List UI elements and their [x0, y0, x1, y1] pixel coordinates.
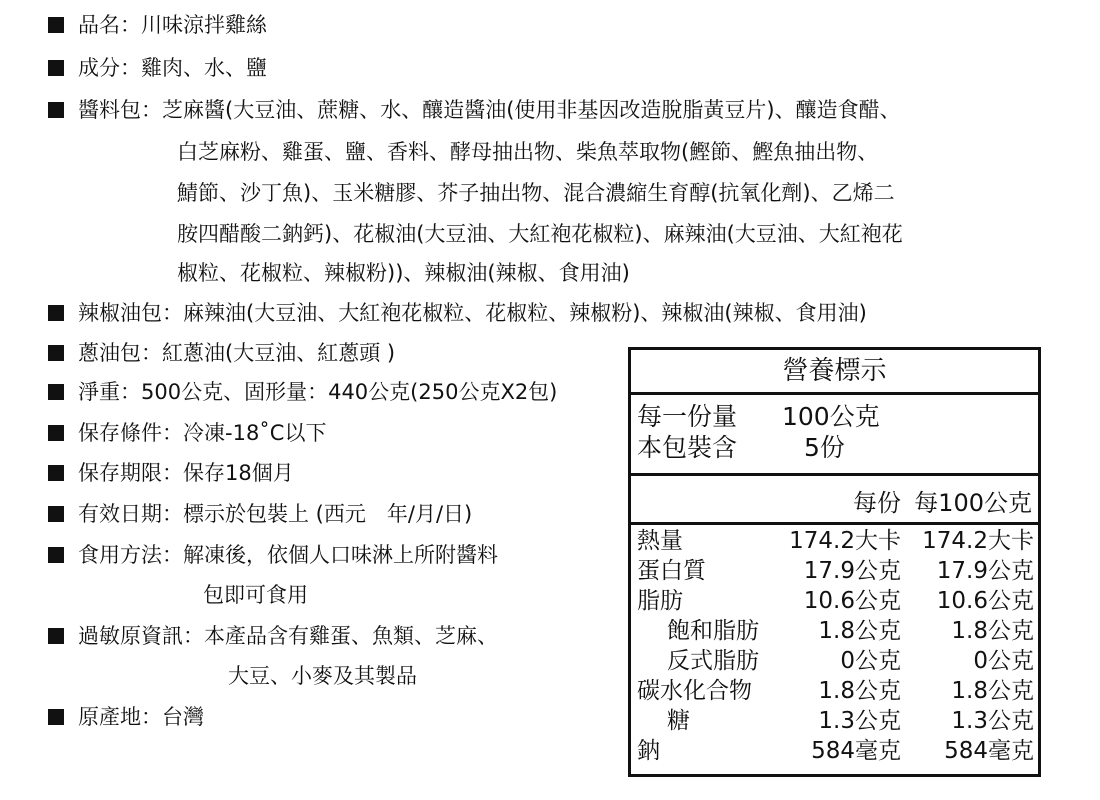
nutrient-per-100g: 1.8公克 — [951, 678, 1034, 704]
info-value: 標示於包裝上 (西元 年/月/日) — [183, 502, 473, 526]
nutrient-per-100g: 1.3公克 — [951, 708, 1034, 734]
nutrient-name: 飽和脂肪 — [667, 618, 759, 644]
info-value-continued: 鯖節、沙丁魚)、玉米糖膠、芥子抽出物、混合濃縮生育醇(抗氧化劑)、乙烯二 — [177, 181, 895, 205]
info-item-chili-oil-pack — [48, 298, 867, 328]
square-bullet-icon — [48, 547, 64, 563]
column-header-per-serving: 每份 — [853, 489, 901, 517]
nutrient-name: 熱量 — [637, 528, 683, 554]
column-header-per-100g: 每100公克 — [914, 489, 1032, 517]
nutrient-name: 蛋白質 — [637, 558, 706, 584]
info-value: 保存18個月 — [183, 461, 294, 485]
square-bullet-icon — [48, 506, 64, 522]
nutrient-row — [631, 646, 1038, 676]
info-item-shelf-life — [48, 458, 294, 488]
nutrient-row — [631, 616, 1038, 646]
serving-size-value: 100公克 — [782, 402, 880, 431]
info-item-allergen — [48, 621, 498, 651]
info-value: 川味涼拌雞絲 — [141, 13, 267, 37]
info-label: 原產地： — [78, 705, 162, 729]
info-label: 醬料包： — [78, 98, 162, 122]
info-label: 淨重： — [78, 380, 141, 404]
square-bullet-icon — [48, 17, 64, 33]
serving-size-label: 每一份量 — [637, 402, 738, 431]
nutrition-facts-panel — [628, 347, 1041, 777]
info-label: 蔥油包： — [78, 341, 162, 365]
info-label: 保存條件： — [78, 421, 183, 445]
square-bullet-icon — [48, 628, 64, 644]
nutrient-name: 糖 — [667, 708, 690, 734]
info-value: 雞肉、水、鹽 — [141, 56, 267, 80]
info-value-continued: 白芝麻粉、雞蛋、鹽、香料、酵母抽出物、柴魚萃取物(鰹節、鰹魚抽出物、 — [177, 140, 879, 164]
nutrient-row — [631, 706, 1038, 736]
nutrient-per-100g: 1.8公克 — [951, 618, 1034, 644]
info-value: 解凍後，依個人口味淋上所附醬料 — [183, 543, 498, 567]
servings-per-package-row — [637, 433, 845, 463]
nutrient-per-serving: 584毫克 — [811, 738, 901, 764]
nutrient-row — [631, 526, 1038, 556]
divider — [631, 473, 1038, 476]
nutrient-row — [631, 556, 1038, 586]
nutrient-per-serving: 1.8公克 — [818, 678, 901, 704]
nutrient-row — [631, 736, 1038, 766]
info-item-usage — [48, 540, 498, 570]
info-item-ingredients — [48, 53, 267, 83]
nutrient-per-serving: 1.8公克 — [818, 618, 901, 644]
info-value-continued: 大豆、小麥及其製品 — [228, 664, 417, 688]
info-value: 麻辣油(大豆油、大紅袍花椒粒、花椒粒、辣椒粉)、辣椒油(辣椒、食用油) — [183, 301, 867, 325]
info-label: 食用方法： — [78, 543, 183, 567]
serving-size-row — [637, 402, 880, 432]
info-value: 冷凍-18˚C以下 — [183, 421, 327, 445]
nutrient-name: 碳水化合物 — [637, 678, 752, 704]
nutrient-row — [631, 586, 1038, 616]
info-value: 500公克、固形量：440公克(250公克X2包) — [141, 380, 558, 404]
square-bullet-icon — [48, 102, 64, 118]
info-label: 有效日期： — [78, 502, 183, 526]
servings-label: 本包裝含 — [637, 433, 738, 462]
nutrient-per-serving: 0公克 — [840, 648, 901, 674]
nutrient-per-100g: 10.6公克 — [936, 588, 1034, 614]
info-item-sauce-pack — [48, 95, 901, 125]
nutrient-per-100g: 17.9公克 — [936, 558, 1034, 584]
square-bullet-icon — [48, 305, 64, 321]
info-item-storage-conditions — [48, 418, 326, 448]
nutrient-per-serving: 10.6公克 — [803, 588, 901, 614]
info-value-continued: 胺四醋酸二鈉鈣)、花椒油(大豆油、大紅袍花椒粒)、麻辣油(大豆油、大紅袍花 — [177, 222, 903, 246]
info-label: 辣椒油包： — [78, 301, 183, 325]
info-item-net-weight — [48, 377, 557, 407]
nutrient-name: 脂肪 — [637, 588, 683, 614]
info-item-origin — [48, 702, 204, 732]
info-value: 本產品含有雞蛋、魚類、芝麻、 — [204, 624, 498, 648]
nutrient-per-100g: 0公克 — [973, 648, 1034, 674]
nutrient-per-serving: 1.3公克 — [818, 708, 901, 734]
info-value-continued: 包即可食用 — [203, 583, 308, 607]
info-label: 過敏原資訊： — [78, 624, 204, 648]
square-bullet-icon — [48, 384, 64, 400]
info-value: 芝麻醬(大豆油、蔗糖、水、釀造醬油(使用非基因改造脫脂黃豆片)、釀造食醋、 — [162, 98, 901, 122]
nutrient-per-100g: 584毫克 — [944, 738, 1034, 764]
info-value: 紅蔥油(大豆油、紅蔥頭 ) — [162, 341, 396, 365]
servings-value: 5份 — [804, 433, 845, 462]
info-item-scallion-oil-pack — [48, 338, 395, 368]
square-bullet-icon — [48, 425, 64, 441]
divider — [631, 522, 1038, 525]
nutrient-name: 反式脂肪 — [667, 648, 759, 674]
nutrient-per-serving: 17.9公克 — [803, 558, 901, 584]
info-item-product-name — [48, 10, 267, 40]
info-item-expiry-date — [48, 499, 472, 529]
square-bullet-icon — [48, 709, 64, 725]
info-label: 品名： — [78, 13, 141, 37]
nutrient-row — [631, 676, 1038, 706]
info-label: 保存期限： — [78, 461, 183, 485]
info-value-continued: 椒粒、花椒粒、辣椒粉))、辣椒油(辣椒、食用油) — [177, 261, 630, 285]
square-bullet-icon — [48, 60, 64, 76]
nutrition-title: 營養標示 — [631, 350, 1038, 395]
info-value: 台灣 — [162, 705, 204, 729]
nutrient-per-100g: 174.2大卡 — [922, 528, 1034, 554]
info-label: 成分： — [78, 56, 141, 80]
nutrient-per-serving: 174.2大卡 — [789, 528, 901, 554]
square-bullet-icon — [48, 345, 64, 361]
square-bullet-icon — [48, 465, 64, 481]
nutrient-name: 鈉 — [637, 738, 660, 764]
